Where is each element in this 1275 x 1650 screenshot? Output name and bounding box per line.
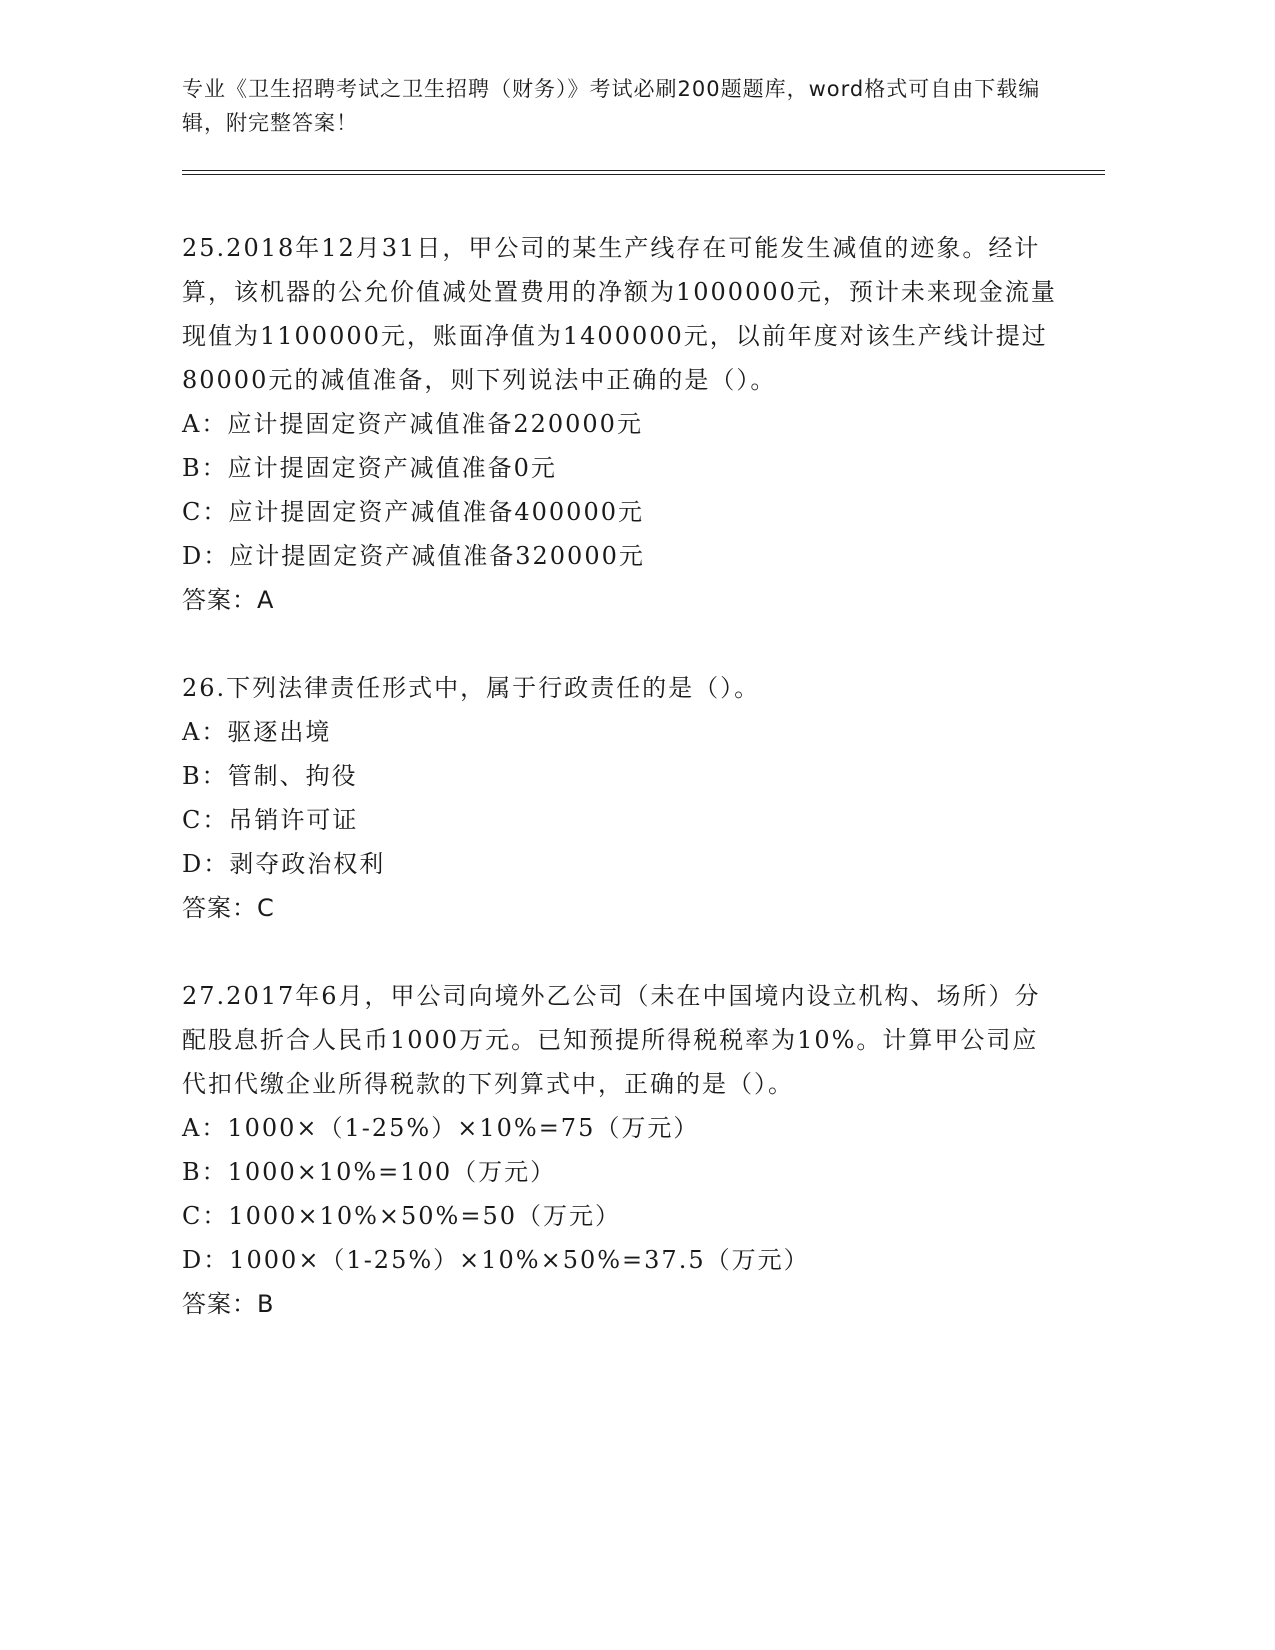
option-b: B：1000×10%=100（万元）: [182, 1158, 557, 1186]
document-header: 专业《卫生招聘考试之卫生招聘（财务）》考试必刷200题题库，word格式可自由下载编辑，附完整答案！: [182, 77, 1041, 135]
question-list: [182, 226, 1062, 1370]
question-stem: 27.2017年6月，甲公司向境外乙公司（未在中国境内设立机构、场所）分配股息折合人民币1000万元。已知预提所得税税率为10%。计算甲公司应代扣代缴企业所得税款的下列算式中，正确的是（）。: [182, 982, 1041, 1098]
question-stem: 26.下列法律责任形式中，属于行政责任的是（）。: [182, 674, 761, 702]
question-25: [182, 226, 1062, 622]
option-c: C：吊销许可证: [182, 806, 359, 834]
question-27: [182, 974, 1062, 1326]
question-26: [182, 666, 1062, 930]
option-a: A：1000×（1-25%）×10%=75（万元）: [182, 1114, 700, 1142]
answer-line: 答案：C: [182, 894, 275, 922]
question-stem: 25.2018年12月31日，甲公司的某生产线存在可能发生减值的迹象。经计算，该机器的公允价值减处置费用的净额为1000000元，预计未来现金流量现值为1100000元，账面净值为1400000元，以前年度对该生产线计提过80000元的减值准备，则下列说法中正确的是（）。: [182, 234, 1057, 394]
header-rule-top: [182, 170, 1105, 171]
option-b: B：管制、拘役: [182, 762, 358, 790]
option-d: D：1000×（1-25%）×10%×50%=37.5（万元）: [182, 1246, 810, 1274]
option-c: C：1000×10%×50%=50（万元）: [182, 1202, 621, 1230]
option-b: B：应计提固定资产减值准备0元: [182, 454, 557, 482]
option-a: A：应计提固定资产减值准备220000元: [182, 410, 643, 438]
option-c: C：应计提固定资产减值准备400000元: [182, 498, 644, 526]
answer-line: 答案：B: [182, 1290, 275, 1318]
header-rule-bottom: [182, 174, 1105, 175]
option-a: A：驱逐出境: [182, 718, 332, 746]
option-d: D：应计提固定资产减值准备320000元: [182, 542, 645, 570]
answer-line: 答案：A: [182, 586, 275, 614]
option-d: D：剥夺政治权利: [182, 850, 386, 878]
